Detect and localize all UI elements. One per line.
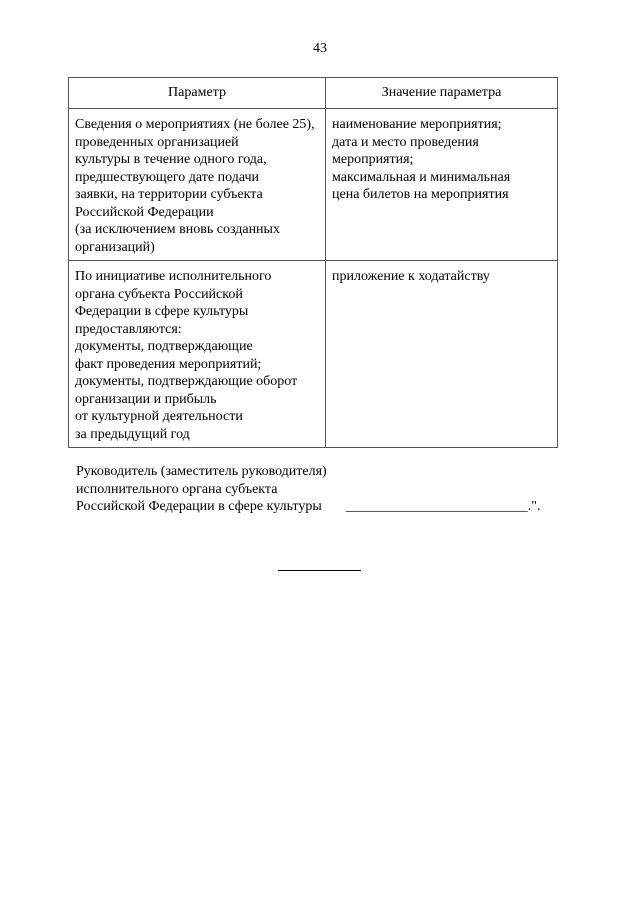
- value-cell: [326, 261, 558, 448]
- text-line: документы, подтверждающие: [75, 339, 253, 354]
- signature-title-line: Руководитель (заместитель руководителя): [76, 464, 327, 479]
- table-row: [69, 261, 558, 448]
- text-line: документы, подтверждающие оборот: [75, 374, 298, 389]
- value-cell: [326, 109, 558, 261]
- column-header-parameter: Параметр: [69, 78, 326, 109]
- text-line: максимальная и минимальная: [332, 169, 511, 185]
- text-line: По инициативе исполнительного: [75, 269, 272, 284]
- text-line: цена билетов на мероприятия: [332, 187, 509, 202]
- text-line: Сведения о мероприятиях (не более 25),: [75, 117, 315, 132]
- end-divider: [278, 570, 361, 571]
- signature-title-line: [76, 498, 576, 516]
- signature-title-line: исполнительного органа субъекта: [76, 481, 278, 497]
- text-line: за предыдущий год: [75, 426, 190, 442]
- text-line: предоставляются:: [75, 321, 182, 337]
- text-line: приложение к ходатайству: [332, 269, 490, 284]
- column-header-value: Значение параметра: [326, 78, 558, 109]
- signature-block: [76, 463, 576, 516]
- text-line: Российской Федерации: [75, 204, 214, 220]
- text-line: заявки, на территории субъекта: [75, 187, 263, 202]
- text-line: предшествующего дате подачи: [75, 169, 260, 185]
- text-line: культуры в течение одного года,: [75, 152, 267, 167]
- page-number: 43: [313, 41, 327, 56]
- text-line: дата и место проведения: [332, 134, 479, 150]
- parameters-table: [68, 77, 558, 448]
- text-line: мероприятия;: [332, 152, 414, 167]
- text-line: Федерации в сфере культуры: [75, 304, 249, 319]
- table-row: [69, 109, 558, 261]
- text-line: наименование мероприятия;: [332, 117, 502, 132]
- parameter-cell: [69, 109, 326, 261]
- text-line: от культурной деятельности: [75, 409, 243, 424]
- text-line: организаций): [75, 239, 155, 255]
- text-line: органа субъекта Российской: [75, 286, 243, 302]
- text-line: проведенных организацией: [75, 134, 239, 150]
- text-line: организации и прибыль: [75, 391, 217, 407]
- signature-title-text: Российской Федерации в сфере культуры: [76, 499, 322, 514]
- text-line: (за исключением вновь созданных: [75, 222, 280, 237]
- table-header-row: [69, 78, 558, 109]
- text-line: факт проведения мероприятий;: [75, 356, 262, 372]
- parameter-cell: [69, 261, 326, 448]
- signature-blank: __________________________.".: [345, 499, 541, 514]
